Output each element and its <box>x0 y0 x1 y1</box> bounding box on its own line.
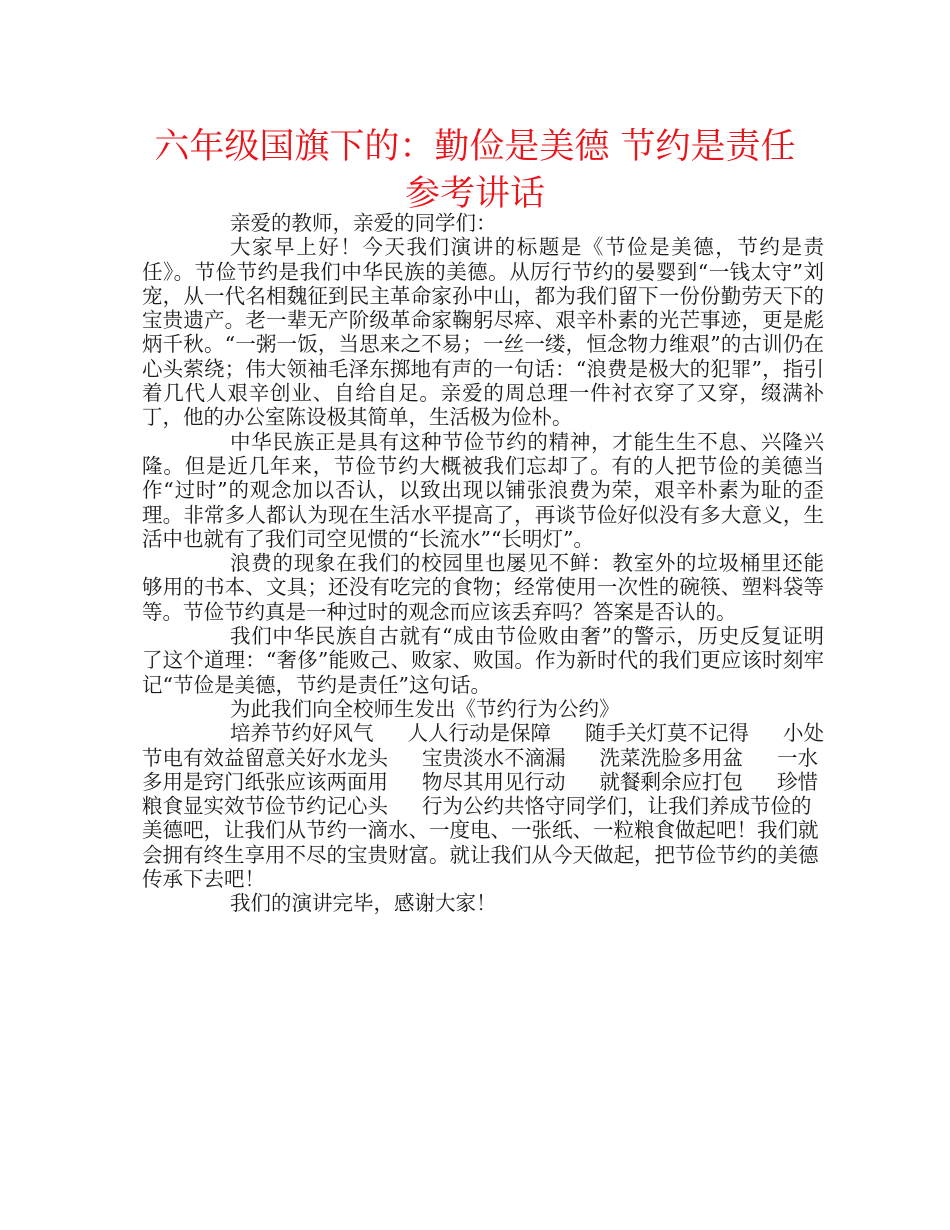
body-paragraph: 中华民族正是具有这种节俭节约的精神，才能生生不息、兴隆兴隆。但是近几年来，节俭节约大概被我们忘却了。有的人把节俭的美德当作“过时”的观念加以否认，以致出现以铺张浪费为荣，艰辛朴素为耻的歪理。非常多人都认为现在生活水平提高了，再谈节俭好似没有多大意义，生活中也就有了我们司空见惯的“长流水”“长明灯”。 <box>142 429 824 551</box>
body-paragraph: 大家早上好！今天我们演讲的标题是《节俭是美德，节约是责任》。节俭节约是我们中华民族的美德。从厉行节约的晏婴到“一钱太守”刘宠，从一代名相魏征到民主革命家孙中山，都为我们留下一份份勤劳天下的宝贵遗产。老一辈无产阶级革命家鞠躬尽瘁、艰辛朴素的光芒事迹，更是彪炳千秋。“一粥一饭，当思来之不易；一丝一缕，恒念物力维艰”的古训仍在心头萦绕；伟大领袖毛泽东掷地有声的一句话：“浪费是极大的犯罪”，指引着几代人艰辛创业、自给自足。亲爱的周总理一件衬衣穿了又穿，缀满补丁，他的办公室陈设极其简单，生活极为俭朴。 <box>142 235 824 430</box>
body-paragraph: 我们中华民族自古就有“成由节俭败由奢”的警示，历史反复证明了这个道理：“奢侈”能败己、败家、败国。作为新时代的我们更应该时刻牢记“节俭是美德，节约是责任”这句话。 <box>142 624 824 697</box>
pledge-item: 行为公约共恪守同学们，让我们养成节俭的美德吧，让我们从节约一滴水、一度电、一张纸、一粒粮食做起吧！我们就会拥有终生享用不尽的宝贵财富。就让我们从今天做起，把节俭节约的美德传承下去吧！ <box>142 794 819 892</box>
body-paragraph: 为此我们向全校师生发出《节约行为公约》 <box>230 696 620 721</box>
pledge-item: 物尽其用见行动 <box>422 769 566 794</box>
pledge-item: 珍惜粮食显实效节俭节约记心头 <box>142 769 818 819</box>
title-line-2: 参考讲话 <box>404 174 545 214</box>
pledge-item: 随手关灯莫不记得 <box>585 721 749 746</box>
document-title <box>100 124 850 218</box>
pledge-item: 人人行动是保障 <box>407 721 551 746</box>
pledge-item: 宝贵淡水不滴漏 <box>422 745 566 770</box>
pledge-paragraph <box>142 721 824 891</box>
greeting-paragraph: 亲爱的教师，亲爱的同学们： <box>230 211 497 235</box>
pledge-item: 培养节约好风气 <box>230 721 374 746</box>
pledge-item: 小处节电有效益留意关好水龙头 <box>142 721 824 770</box>
closing-paragraph: 我们的演讲完毕，感谢大家！ <box>230 891 497 916</box>
pledge-item: 一水多用是窍门纸张应该两面用 <box>142 745 818 794</box>
document-body <box>142 211 824 916</box>
body-paragraph: 浪费的现象在我们的校园里也屡见不鲜：教室外的垃圾桶里还能够用的书本、文具；还没有吃完的食物；经常使用一次性的碗筷、塑料袋等等。节俭节约真是一种过时的观念而应该丢弃吗？答案是否认的。 <box>142 551 824 624</box>
pledge-item: 洗菜洗脸多用盆 <box>599 745 743 770</box>
pledge-item: 就餐剩余应打包 <box>599 769 743 794</box>
title-line-1: 六年级国旗下的：勤俭是美德 节约是责任 <box>154 127 796 167</box>
